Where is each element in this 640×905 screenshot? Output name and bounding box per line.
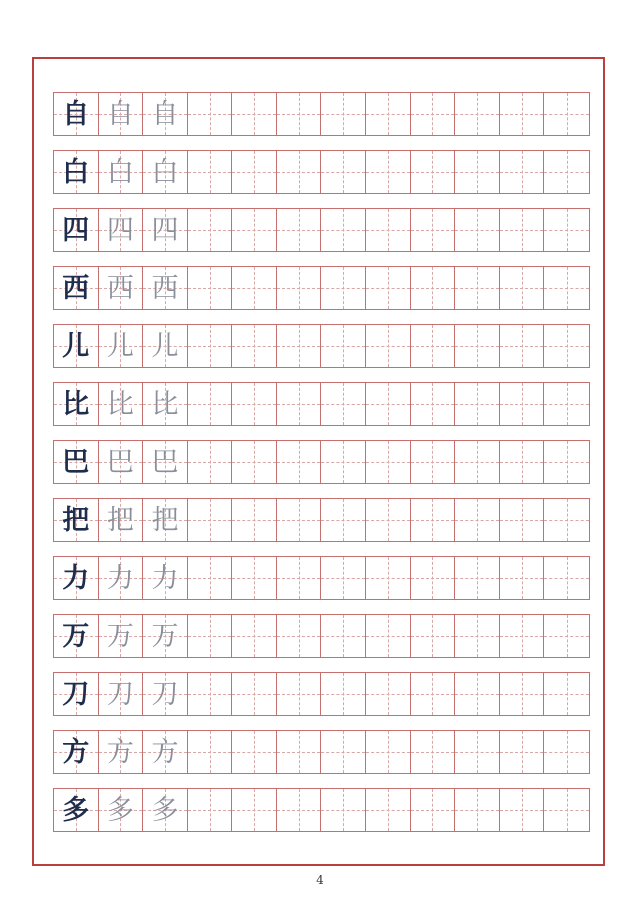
blank-practice-cell [366,267,411,309]
trace-character: 白 [106,156,134,188]
trace-cell [99,673,144,715]
blank-practice-cell [277,383,322,425]
trace-cell [99,731,144,773]
blank-practice-cell [411,383,456,425]
blank-practice-cell [232,615,277,657]
model-cell [54,93,99,135]
blank-practice-cell [188,209,233,251]
model-character: 方 [62,736,90,768]
blank-practice-cell [232,557,277,599]
blank-practice-cell [188,267,233,309]
blank-practice-cell [500,151,545,193]
blank-practice-cell [411,499,456,541]
blank-practice-cell [366,789,411,831]
trace-character: 自 [106,98,134,130]
trace-character: 万 [106,620,134,652]
trace-character: 儿 [106,330,134,362]
trace-character: 方 [151,736,179,768]
page-number: 4 [316,873,324,887]
trace-cell [143,267,188,309]
trace-character: 刀 [106,678,134,710]
blank-practice-cell [321,557,366,599]
trace-cell [143,499,188,541]
model-character: 刀 [62,678,90,710]
blank-practice-cell [321,615,366,657]
blank-practice-cell [500,325,545,367]
trace-cell [143,441,188,483]
trace-character: 巴 [106,446,134,478]
blank-practice-cell [544,267,589,309]
model-cell [54,673,99,715]
practice-row [53,788,590,832]
blank-practice-cell [321,209,366,251]
trace-cell [99,499,144,541]
trace-cell [143,789,188,831]
model-character: 巴 [62,446,90,478]
blank-practice-cell [277,557,322,599]
blank-practice-cell [366,325,411,367]
blank-practice-cell [366,383,411,425]
trace-cell [143,209,188,251]
blank-practice-cell [232,151,277,193]
trace-character: 方 [106,736,134,768]
blank-practice-cell [232,441,277,483]
blank-practice-cell [188,93,233,135]
blank-practice-cell [544,615,589,657]
blank-practice-cell [544,441,589,483]
blank-practice-cell [366,441,411,483]
blank-practice-cell [366,557,411,599]
model-character: 四 [62,214,90,246]
blank-practice-cell [277,615,322,657]
blank-practice-cell [366,499,411,541]
blank-practice-cell [188,615,233,657]
trace-character: 比 [151,388,179,420]
trace-character: 把 [106,504,134,536]
model-character: 自 [62,98,90,130]
model-cell [54,325,99,367]
trace-cell [99,325,144,367]
trace-character: 比 [106,388,134,420]
practice-row [53,440,590,484]
model-cell [54,441,99,483]
blank-practice-cell [277,673,322,715]
blank-practice-cell [321,789,366,831]
blank-practice-cell [500,673,545,715]
model-character: 力 [62,562,90,594]
blank-practice-cell [455,441,500,483]
practice-row [53,556,590,600]
model-cell [54,731,99,773]
blank-practice-cell [232,789,277,831]
blank-practice-cell [455,557,500,599]
blank-practice-cell [321,383,366,425]
trace-cell [143,325,188,367]
trace-character: 西 [106,272,134,304]
practice-row [53,208,590,252]
practice-row [53,498,590,542]
blank-practice-cell [411,615,456,657]
practice-row [53,150,590,194]
blank-practice-cell [277,267,322,309]
blank-practice-cell [544,731,589,773]
practice-row [53,324,590,368]
blank-practice-cell [188,383,233,425]
blank-practice-cell [411,151,456,193]
trace-cell [143,383,188,425]
blank-practice-cell [455,499,500,541]
blank-practice-cell [321,731,366,773]
trace-character: 刀 [151,678,179,710]
blank-practice-cell [455,673,500,715]
blank-practice-cell [455,267,500,309]
trace-cell [99,209,144,251]
model-cell [54,789,99,831]
model-cell [54,383,99,425]
blank-practice-cell [366,731,411,773]
blank-practice-cell [500,209,545,251]
model-cell [54,615,99,657]
blank-practice-cell [277,93,322,135]
trace-character: 力 [106,562,134,594]
model-character: 多 [62,794,90,826]
blank-practice-cell [232,673,277,715]
trace-character: 把 [151,504,179,536]
blank-practice-cell [366,151,411,193]
blank-practice-cell [188,325,233,367]
blank-practice-cell [411,673,456,715]
blank-practice-cell [366,615,411,657]
blank-practice-cell [500,441,545,483]
blank-practice-cell [321,499,366,541]
blank-practice-cell [411,93,456,135]
blank-practice-cell [500,93,545,135]
blank-practice-cell [366,209,411,251]
blank-practice-cell [232,499,277,541]
blank-practice-cell [500,731,545,773]
model-cell [54,499,99,541]
blank-practice-cell [232,267,277,309]
blank-practice-cell [411,267,456,309]
model-character: 把 [62,504,90,536]
blank-practice-cell [188,789,233,831]
blank-practice-cell [321,151,366,193]
blank-practice-cell [188,673,233,715]
blank-practice-cell [321,325,366,367]
blank-practice-cell [277,325,322,367]
practice-row [53,730,590,774]
blank-practice-cell [321,673,366,715]
blank-practice-cell [188,499,233,541]
trace-cell [143,673,188,715]
trace-character: 自 [151,98,179,130]
blank-practice-cell [232,383,277,425]
blank-practice-cell [411,325,456,367]
blank-practice-cell [455,383,500,425]
blank-practice-cell [232,209,277,251]
blank-practice-cell [366,93,411,135]
blank-practice-cell [411,731,456,773]
blank-practice-cell [544,499,589,541]
blank-practice-cell [232,325,277,367]
blank-practice-cell [455,325,500,367]
model-cell [54,557,99,599]
trace-character: 四 [106,214,134,246]
model-character: 万 [62,620,90,652]
practice-row [53,266,590,310]
blank-practice-cell [411,441,456,483]
blank-practice-cell [366,673,411,715]
blank-practice-cell [321,93,366,135]
blank-practice-cell [277,209,322,251]
blank-practice-cell [455,151,500,193]
model-cell [54,151,99,193]
practice-row [53,382,590,426]
blank-practice-cell [544,325,589,367]
trace-cell [99,557,144,599]
trace-cell [99,151,144,193]
blank-practice-cell [455,615,500,657]
trace-cell [143,731,188,773]
trace-cell [99,441,144,483]
blank-practice-cell [188,441,233,483]
blank-practice-cell [544,151,589,193]
trace-cell [143,93,188,135]
blank-practice-cell [277,731,322,773]
model-character: 白 [62,156,90,188]
blank-practice-cell [188,731,233,773]
blank-practice-cell [544,209,589,251]
blank-practice-cell [321,441,366,483]
trace-character: 多 [151,794,179,826]
practice-row [53,672,590,716]
trace-character: 多 [106,794,134,826]
blank-practice-cell [455,789,500,831]
blank-practice-cell [277,789,322,831]
practice-row [53,614,590,658]
trace-cell [99,267,144,309]
trace-cell [143,557,188,599]
blank-practice-cell [544,93,589,135]
blank-practice-cell [188,557,233,599]
trace-cell [99,615,144,657]
blank-practice-cell [500,499,545,541]
model-cell [54,209,99,251]
blank-practice-cell [188,151,233,193]
blank-practice-cell [277,499,322,541]
trace-character: 巴 [151,446,179,478]
trace-character: 力 [151,562,179,594]
trace-character: 西 [151,272,179,304]
blank-practice-cell [411,557,456,599]
blank-practice-cell [500,615,545,657]
trace-cell [99,383,144,425]
model-character: 西 [62,272,90,304]
blank-practice-cell [455,209,500,251]
trace-cell [143,151,188,193]
blank-practice-cell [544,673,589,715]
trace-character: 儿 [151,330,179,362]
practice-row [53,92,590,136]
model-cell [54,267,99,309]
trace-character: 万 [151,620,179,652]
blank-practice-cell [321,267,366,309]
trace-cell [143,615,188,657]
blank-practice-cell [500,557,545,599]
blank-practice-cell [411,209,456,251]
blank-practice-cell [500,383,545,425]
blank-practice-cell [411,789,456,831]
model-character: 比 [62,388,90,420]
blank-practice-cell [544,789,589,831]
blank-practice-cell [544,557,589,599]
blank-practice-cell [232,93,277,135]
trace-cell [99,789,144,831]
blank-practice-cell [277,151,322,193]
blank-practice-cell [455,731,500,773]
blank-practice-cell [500,267,545,309]
blank-practice-cell [277,441,322,483]
trace-character: 四 [151,214,179,246]
trace-character: 白 [151,156,179,188]
trace-cell [99,93,144,135]
blank-practice-cell [455,93,500,135]
model-character: 儿 [62,330,90,362]
blank-practice-cell [500,789,545,831]
blank-practice-cell [544,383,589,425]
blank-practice-cell [232,731,277,773]
